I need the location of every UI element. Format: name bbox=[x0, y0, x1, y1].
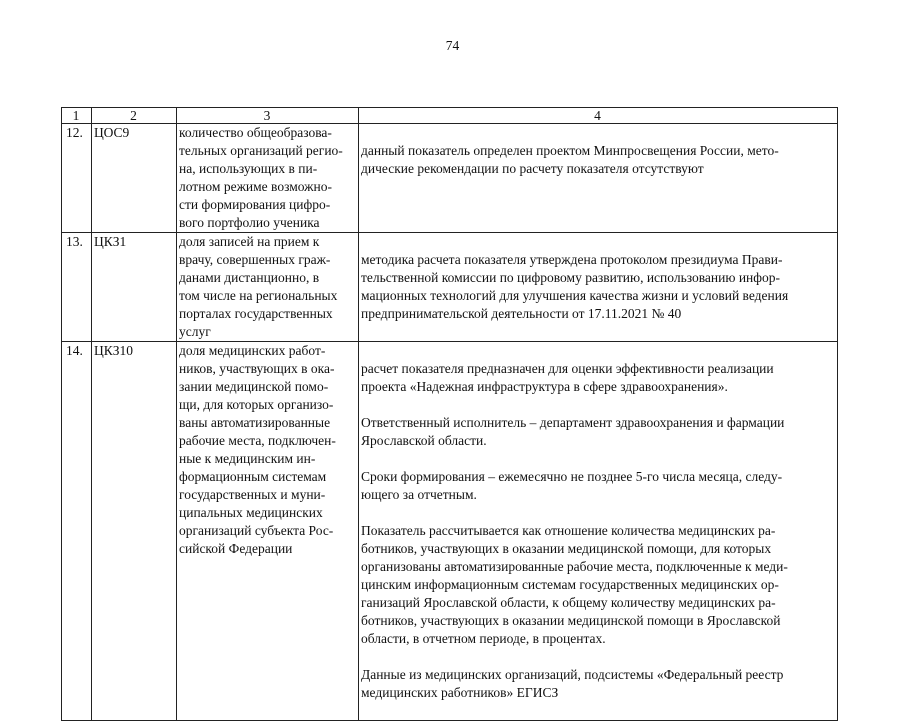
header-cell-1: 1 bbox=[62, 108, 92, 124]
indicator-name: доля медицинских работ- ников, участвующих в ока- зании медицинской помо- щи, для которых организо- ваны автоматизированные рабочие места, подключен- ные к медицинским ин- формационным системам государственных и муни- ципальных медицинских организаций субъекта Рос- сийской Федерации bbox=[177, 342, 359, 721]
description-paragraph: Показатель рассчитывается как отношение количества медицинских ра- ботников, участвующих в оказании медицинской помощи, для которых организованы автоматизированные рабочие места, подключенные к меди- цинским информационным системам государственных медицинских ор- ганизаций Ярославской области, к общему количеству медицинских ра- ботников, участвующих в оказании медицинской помощи в Ярославской области, в отчетном периоде, в процентах. bbox=[361, 523, 788, 646]
indicator-description bbox=[359, 124, 838, 233]
description-paragraph: методика расчета показателя утверждена протоколом президиума Прави- тельственной комиссии по цифровому развитию, использованию инфор- мационных технологий для улучшения качества жизни и условий ведения предпринимательской деятельности от 17.11.2021 № 40 bbox=[361, 252, 789, 321]
description-paragraph: Сроки формирования – ежемесячно не позднее 5-го числа месяца, следу- ющего за отчетным. bbox=[361, 469, 783, 502]
indicator-code: ЦКЗ10 bbox=[92, 342, 177, 721]
indicator-description bbox=[359, 342, 838, 721]
description-paragraph: Данные из медицинских организаций, подсистемы «Федеральный реестр медицинских работников» ЕГИСЗ bbox=[361, 667, 784, 700]
header-cell-3: 3 bbox=[177, 108, 359, 124]
table-row bbox=[62, 342, 838, 721]
header-cell-4: 4 bbox=[359, 108, 838, 124]
header-cell-2: 2 bbox=[92, 108, 177, 124]
description-paragraph: данный показатель определен проектом Минпросвещения России, мето- дические рекомендации по расчету показателя отсутствуют bbox=[361, 143, 779, 176]
description-paragraph: расчет показателя предназначен для оценки эффективности реализации проекта «Надежная инфраструктура в сфере здравоохранения». bbox=[361, 361, 774, 394]
indicator-name: количество общеобразова- тельных организаций регио- на, использующих в пи- лотном режиме возможно- сти формирования цифро- вого портфолио ученика bbox=[177, 124, 359, 233]
table-row bbox=[62, 233, 838, 342]
row-number: 13. bbox=[62, 233, 92, 342]
indicator-code: ЦКЗ1 bbox=[92, 233, 177, 342]
page-number: 74 bbox=[445, 38, 460, 53]
table-row bbox=[62, 124, 838, 233]
row-number: 12. bbox=[62, 124, 92, 233]
description-paragraph: Ответственный исполнитель – департамент здравоохранения и фармации Ярославской области. bbox=[361, 415, 785, 448]
indicator-name: доля записей на прием к врачу, совершенных граж- данами дистанционно, в том числе на региональных порталах государственных услуг bbox=[177, 233, 359, 342]
table-header-row bbox=[62, 108, 838, 124]
indicator-description bbox=[359, 233, 838, 342]
row-number: 14. bbox=[62, 342, 92, 721]
indicators-table bbox=[61, 107, 838, 721]
indicator-code: ЦОС9 bbox=[92, 124, 177, 233]
